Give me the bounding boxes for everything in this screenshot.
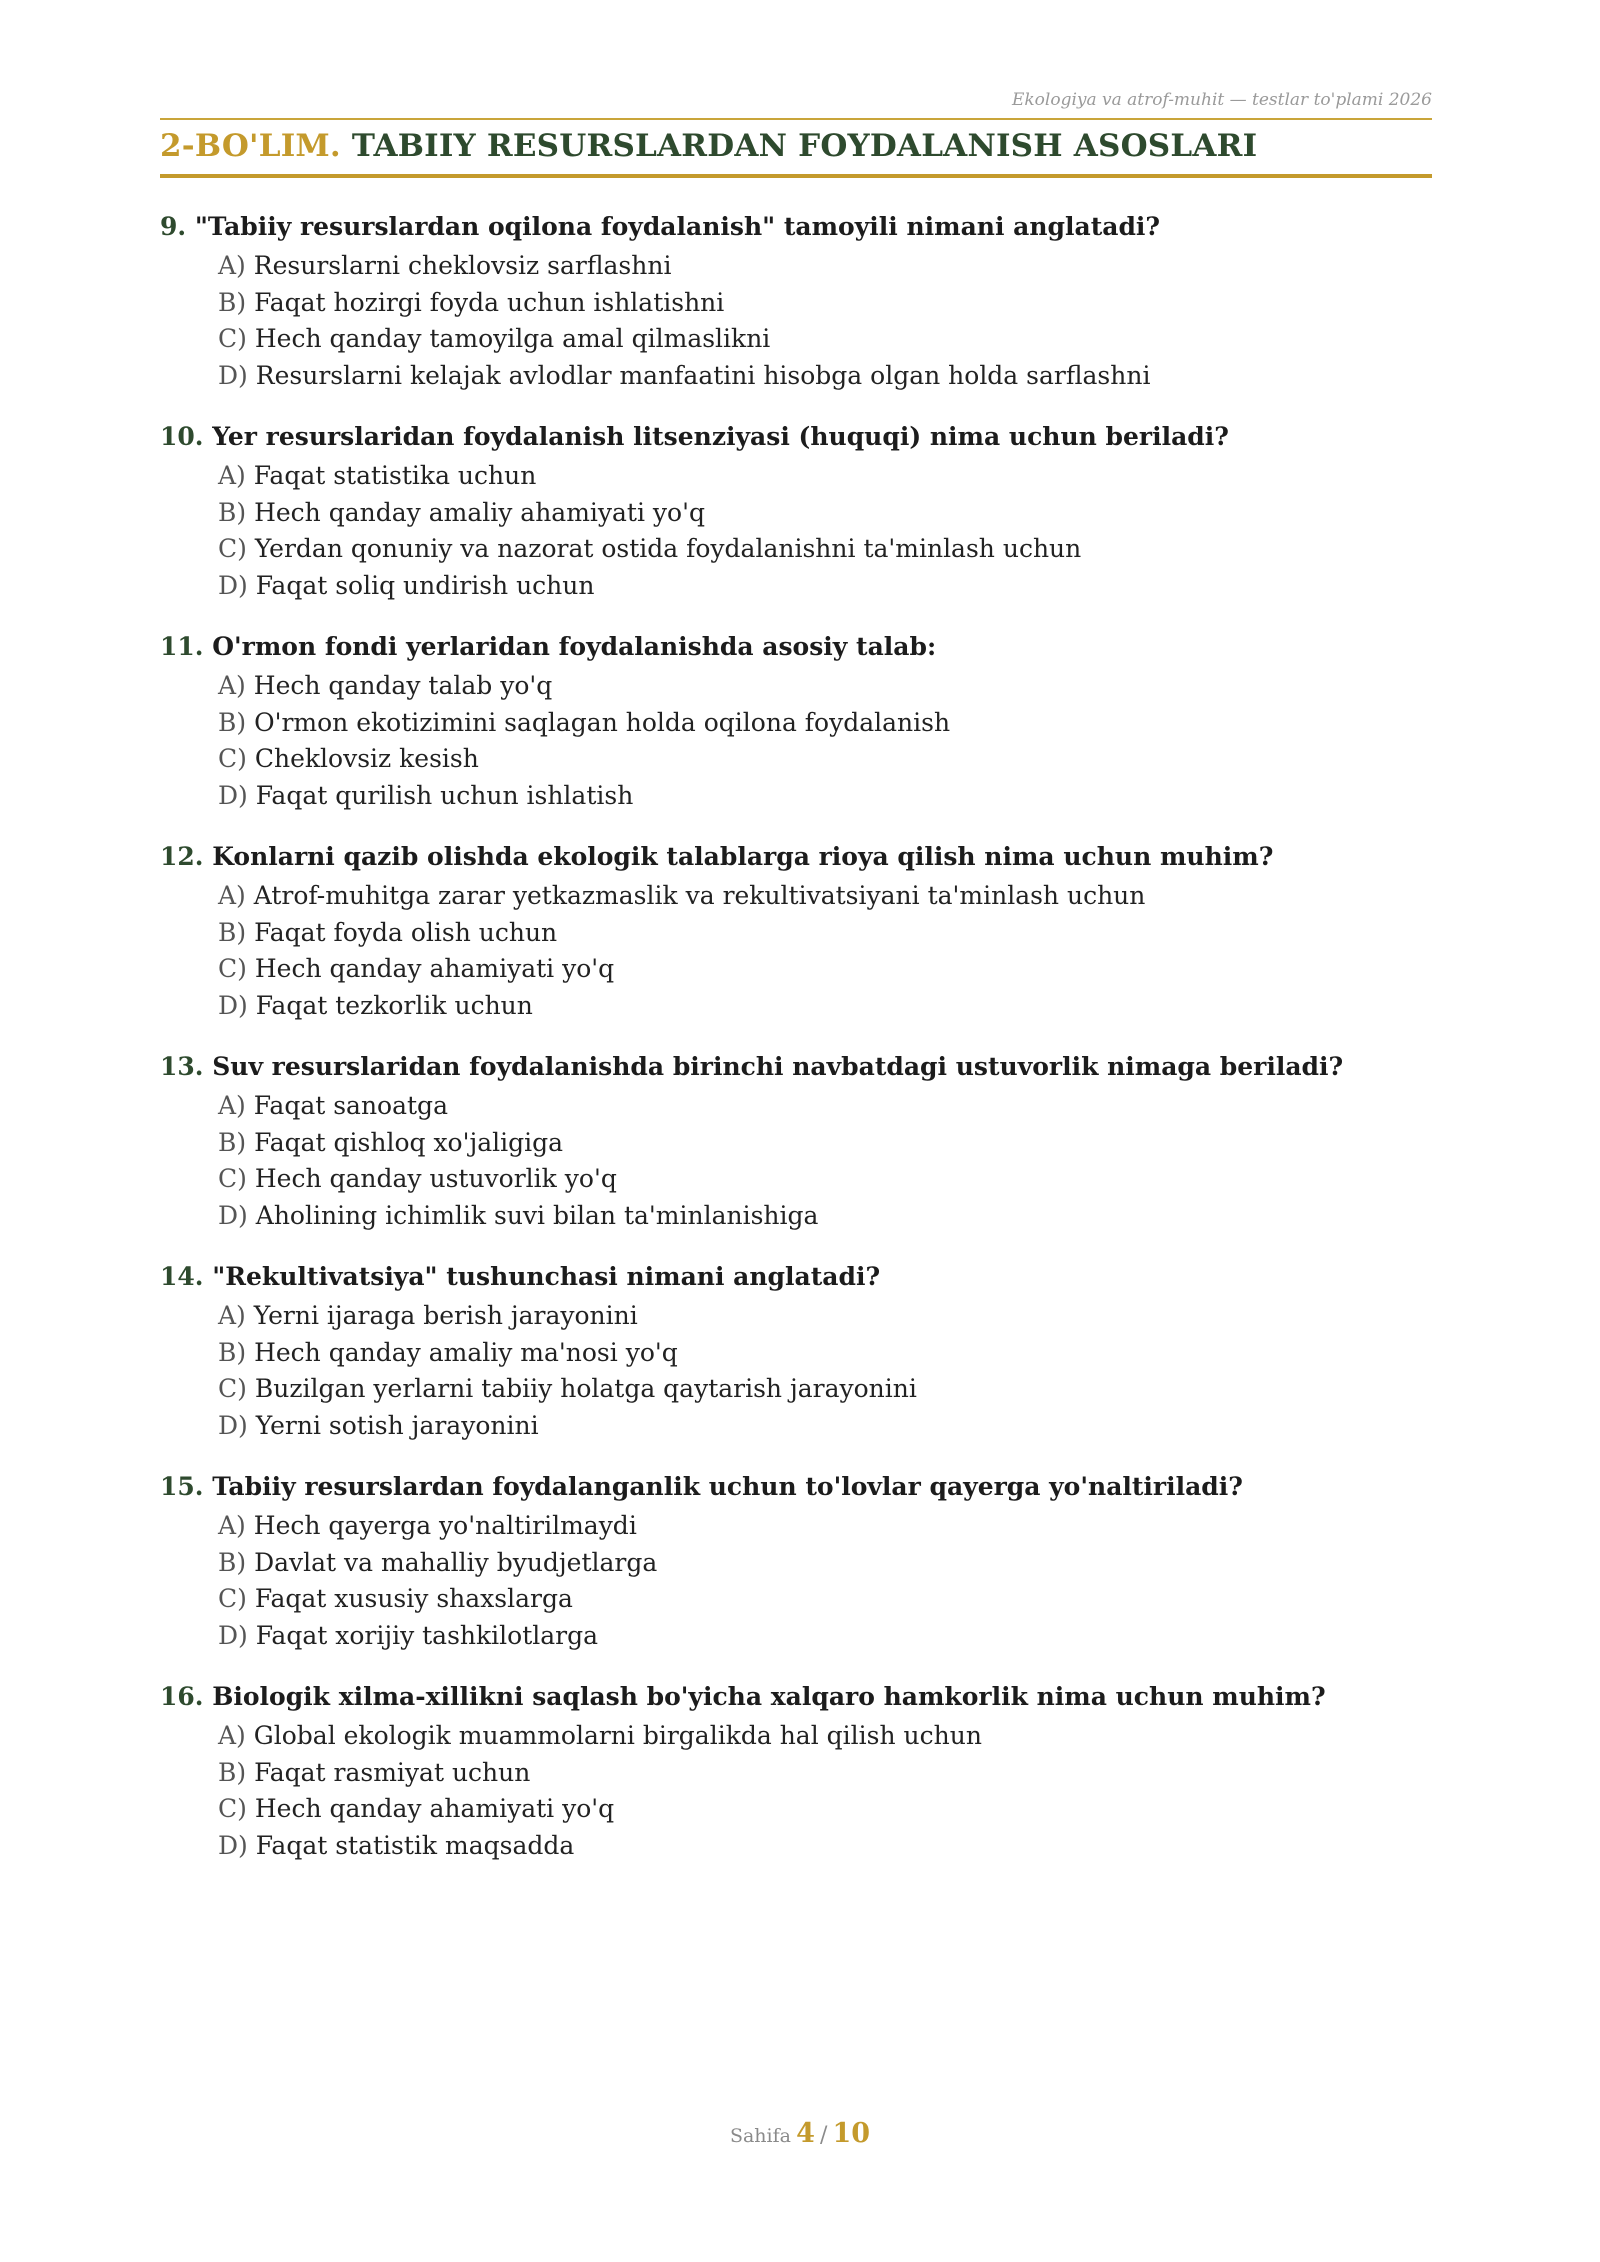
answer-option xyxy=(218,531,1432,568)
question-text xyxy=(160,1680,1432,1714)
answer-option xyxy=(218,1125,1432,1162)
question-text xyxy=(160,1050,1432,1084)
option-text: Hech qanday tamoyilga amal qilmaslikni xyxy=(254,324,771,353)
option-letter: A) xyxy=(218,1301,246,1330)
answer-option xyxy=(218,951,1432,988)
page-separator: / xyxy=(819,2123,828,2148)
option-text: Resurslarni kelajak avlodlar manfaatini hisobga olgan holda sarflashni xyxy=(255,360,1151,390)
question-prompt: Biologik xilma-xillikni saqlash bo'yicha xalqaro hamkorlik nima uchun muhim? xyxy=(212,1682,1326,1711)
option-text: Faqat xorijiy tashkilotlarga xyxy=(255,1620,599,1650)
option-text: Faqat qishloq xo'jaligiga xyxy=(254,1127,564,1157)
option-text: Faqat xususiy shaxslarga xyxy=(254,1584,573,1613)
answer-options xyxy=(218,1088,1432,1234)
option-text: O'rmon ekotizimini saqlagan holda oqilona foydalanish xyxy=(254,707,951,737)
answer-options xyxy=(218,668,1432,814)
option-text: Faqat soliq undirish uchun xyxy=(255,570,595,600)
question-number: 15. xyxy=(160,1472,204,1501)
option-text: Yerni ijaraga berish jarayonini xyxy=(253,1301,638,1330)
question-block xyxy=(160,1260,1432,1444)
option-letter: B) xyxy=(218,1757,247,1787)
answer-option xyxy=(218,1828,1432,1865)
option-text: Faqat hozirgi foyda uchun ishlatishni xyxy=(254,287,725,317)
option-letter: A) xyxy=(218,881,246,910)
option-text: Hech qayerga yo'naltirilmaydi xyxy=(253,1511,637,1540)
option-letter: D) xyxy=(218,1410,248,1440)
option-letter: C) xyxy=(218,954,247,983)
section-title xyxy=(160,120,1432,178)
answer-option xyxy=(218,1755,1432,1792)
answer-options xyxy=(218,878,1432,1024)
option-text: Yerdan qonuniy va nazorat ostida foydalanishni ta'minlash uchun xyxy=(254,534,1082,563)
answer-option xyxy=(218,668,1432,705)
question-block xyxy=(160,420,1432,604)
page-footer xyxy=(0,2118,1600,2149)
question-number: 14. xyxy=(160,1262,204,1291)
answer-option xyxy=(218,741,1432,778)
option-letter: B) xyxy=(218,917,247,947)
option-letter: B) xyxy=(218,1337,247,1367)
option-text: Faqat rasmiyat uchun xyxy=(254,1757,531,1787)
question-text xyxy=(160,630,1432,664)
option-letter: C) xyxy=(218,1374,247,1403)
answer-option xyxy=(218,321,1432,358)
option-text: Faqat foyda olish uchun xyxy=(254,917,558,947)
answer-option xyxy=(218,778,1432,815)
question-number: 16. xyxy=(160,1682,204,1711)
answer-option xyxy=(218,1408,1432,1445)
answer-option xyxy=(218,915,1432,952)
option-letter: A) xyxy=(218,1721,246,1750)
answer-option xyxy=(218,1198,1432,1235)
section-prefix: 2-BO'LIM. xyxy=(160,128,341,164)
question-block xyxy=(160,840,1432,1024)
option-letter: B) xyxy=(218,1547,247,1577)
question-text xyxy=(160,210,1432,244)
question-prompt: Yer resurslaridan foydalanish litsenziyasi (huquqi) nima uchun beriladi? xyxy=(212,422,1229,451)
question-text xyxy=(160,1470,1432,1504)
answer-option xyxy=(218,705,1432,742)
answer-option xyxy=(218,1545,1432,1582)
question-number: 11. xyxy=(160,632,204,661)
answer-option xyxy=(218,1088,1432,1125)
answer-option xyxy=(218,878,1432,915)
answer-option xyxy=(218,1618,1432,1655)
option-text: Hech qanday amaliy ahamiyati yo'q xyxy=(254,497,705,527)
option-letter: A) xyxy=(218,461,246,490)
option-letter: A) xyxy=(218,671,246,700)
option-text: Hech qanday amaliy ma'nosi yo'q xyxy=(254,1337,678,1367)
question-number: 9. xyxy=(160,212,187,241)
answer-option xyxy=(218,358,1432,395)
answer-option xyxy=(218,1581,1432,1618)
question-block xyxy=(160,1680,1432,1864)
answer-option xyxy=(218,988,1432,1025)
question-prompt: Konlarni qazib olishda ekologik talablarga rioya qilish nima uchun muhim? xyxy=(212,842,1274,871)
question-block xyxy=(160,210,1432,394)
option-text: Hech qanday ustuvorlik yo'q xyxy=(254,1164,617,1193)
option-text: Cheklovsiz kesish xyxy=(254,744,479,773)
answer-option xyxy=(218,1161,1432,1198)
option-letter: D) xyxy=(218,1830,248,1860)
answer-option xyxy=(218,285,1432,322)
answer-option xyxy=(218,1335,1432,1372)
option-text: Faqat statistika uchun xyxy=(253,461,537,490)
answer-option xyxy=(218,568,1432,605)
option-text: Buzilgan yerlarni tabiiy holatga qaytarish jarayonini xyxy=(254,1374,917,1403)
option-letter: B) xyxy=(218,497,247,527)
answer-options xyxy=(218,458,1432,604)
question-number: 12. xyxy=(160,842,204,871)
question-number: 13. xyxy=(160,1052,204,1081)
option-letter: D) xyxy=(218,990,248,1020)
answer-option xyxy=(218,248,1432,285)
option-letter: C) xyxy=(218,1164,247,1193)
option-letter: C) xyxy=(218,1794,247,1823)
answer-option xyxy=(218,458,1432,495)
question-list xyxy=(160,210,1432,1864)
option-letter: C) xyxy=(218,324,247,353)
option-text: Yerni sotish jarayonini xyxy=(255,1410,539,1440)
question-prompt: Tabiiy resurslardan foydalanganlik uchun to'lovlar qayerga yo'naltiriladi? xyxy=(212,1472,1243,1501)
option-letter: D) xyxy=(218,570,248,600)
option-text: Faqat tezkorlik uchun xyxy=(255,990,533,1020)
question-prompt: "Tabiiy resurslardan oqilona foydalanish" tamoyili nimani anglatadi? xyxy=(194,212,1161,241)
option-text: Atrof-muhitga zarar yetkazmaslik va rekultivatsiyani ta'minlash uchun xyxy=(253,881,1146,910)
answer-option xyxy=(218,1508,1432,1545)
option-text: Hech qanday ahamiyati yo'q xyxy=(254,1794,615,1823)
answer-option xyxy=(218,1791,1432,1828)
option-letter: C) xyxy=(218,1584,247,1613)
question-block xyxy=(160,630,1432,814)
answer-options xyxy=(218,248,1432,394)
option-text: Faqat sanoatga xyxy=(253,1091,448,1120)
total-pages: 10 xyxy=(832,2118,871,2149)
section-heading: TABIIY RESURSLARDAN FOYDALANISH ASOSLARI xyxy=(351,128,1258,164)
option-text: Aholining ichimlik suvi bilan ta'minlanishiga xyxy=(255,1200,819,1230)
option-letter: B) xyxy=(218,707,247,737)
question-prompt: O'rmon fondi yerlaridan foydalanishda asosiy talab: xyxy=(212,632,937,661)
answer-options xyxy=(218,1298,1432,1444)
option-letter: B) xyxy=(218,1127,247,1157)
answer-option xyxy=(218,1371,1432,1408)
option-letter: A) xyxy=(218,1091,246,1120)
option-letter: A) xyxy=(218,1511,246,1540)
option-text: Hech qanday talab yo'q xyxy=(253,671,553,700)
answer-option xyxy=(218,1718,1432,1755)
question-prompt: "Rekultivatsiya" tushunchasi nimani anglatadi? xyxy=(212,1262,881,1291)
question-text xyxy=(160,420,1432,454)
option-letter: B) xyxy=(218,287,247,317)
document-page xyxy=(160,90,1432,1890)
page-label: Sahifa xyxy=(729,2125,791,2147)
question-text xyxy=(160,1260,1432,1294)
answer-option xyxy=(218,495,1432,532)
answer-options xyxy=(218,1718,1432,1864)
option-letter: A) xyxy=(218,251,246,280)
question-prompt: Suv resurslaridan foydalanishda birinchi navbatdagi ustuvorlik nimaga beriladi? xyxy=(212,1052,1344,1081)
option-letter: C) xyxy=(218,534,247,563)
running-header: Ekologiya va atrof-muhit — testlar to'plami 2026 xyxy=(160,90,1432,120)
option-letter: D) xyxy=(218,780,248,810)
option-text: Hech qanday ahamiyati yo'q xyxy=(254,954,615,983)
answer-options xyxy=(218,1508,1432,1654)
option-text: Davlat va mahalliy byudjetlarga xyxy=(254,1547,658,1577)
question-block xyxy=(160,1050,1432,1234)
current-page-number: 4 xyxy=(796,2118,815,2149)
question-text xyxy=(160,840,1432,874)
option-text: Faqat statistik maqsadda xyxy=(255,1830,575,1860)
option-letter: D) xyxy=(218,1620,248,1650)
option-letter: D) xyxy=(218,360,248,390)
question-number: 10. xyxy=(160,422,204,451)
option-text: Resurslarni cheklovsiz sarflashni xyxy=(253,251,672,280)
option-letter: C) xyxy=(218,744,247,773)
option-text: Faqat qurilish uchun ishlatish xyxy=(255,780,634,810)
option-text: Global ekologik muammolarni birgalikda hal qilish uchun xyxy=(253,1721,982,1750)
option-letter: D) xyxy=(218,1200,248,1230)
answer-option xyxy=(218,1298,1432,1335)
question-block xyxy=(160,1470,1432,1654)
